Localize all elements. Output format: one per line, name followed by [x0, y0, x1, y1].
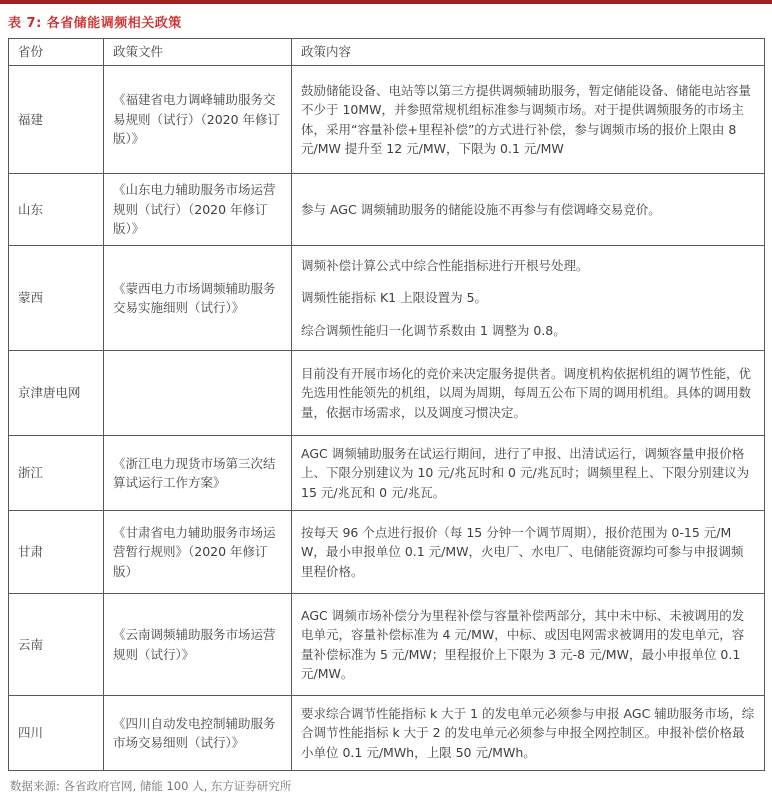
header-province: 省份: [9, 39, 104, 66]
table-header: [9, 39, 765, 66]
province-cell: 蒙西: [9, 246, 104, 351]
province-cell: 四川: [9, 696, 104, 771]
table-row: [9, 66, 765, 174]
policy-document-cell: 《浙江电力现货市场第三次结算试运行工作方案》: [104, 436, 292, 511]
policy-content-cell: [292, 594, 765, 696]
table-header-row: [9, 39, 765, 66]
province-cell: 浙江: [9, 436, 104, 511]
policy-content-paragraph: 调频补偿计算公式中综合性能指标进行开根号处理。: [301, 257, 589, 273]
policy-document-cell: 《四川自动发电控制辅助服务市场交易细则（试行）》: [104, 696, 292, 771]
policy-content-cell: [292, 174, 765, 246]
header-policy-document: 政策文件: [104, 39, 292, 66]
table-row: [9, 511, 765, 594]
table-body: [9, 66, 765, 771]
policy-document-cell: 《蒙西电力市场调频辅助服务交易实施细则（试行）》: [104, 246, 292, 351]
policy-document-cell: [104, 351, 292, 436]
table-row: [9, 174, 765, 246]
table-row: [9, 594, 765, 696]
policy-content-paragraph: 要求综合调节性能指标 k 大于 1 的发电单元必须参与申报 AGC 辅助服务市场，综合调节性能指标 k 大于 2 的发电单元必须参与申报全网控制区。申报补偿价格最小单位 0.1 元/MWh，上限 50 元/MWh。: [301, 705, 755, 760]
table-row: [9, 351, 765, 436]
header-policy-content: 政策内容: [292, 39, 765, 66]
policy-document-cell: 《云南调频辅助服务市场运营规则（试行）》: [104, 594, 292, 696]
data-source-note: 数据来源: 各省政府官网, 储能 100 人, 东方证券研究所: [10, 779, 292, 793]
policy-content-cell: [292, 246, 765, 351]
province-cell: 云南: [9, 594, 104, 696]
policy-content-paragraph: 按每天 96 个点进行报价（每 15 分钟一个调节周期），报价范围为 0-15 元/MW，最小申报单位 0.1 元/MW，火电厂、水电厂、电储能资源均可参与申报调频里程价格。: [301, 524, 744, 579]
policy-table: [8, 38, 765, 771]
province-cell: 福建: [9, 66, 104, 174]
policy-document-cell: 《福建省电力调峰辅助服务交易规则（试行）（2020 年修订版）》: [104, 66, 292, 174]
policy-content-paragraph: 调频性能指标 K1 上限设置为 5。: [301, 290, 488, 306]
policy-content-paragraph: 综合调频性能归一化调节系数由 1 调整为 0.8。: [301, 322, 566, 338]
province-cell: 甘肃: [9, 511, 104, 594]
policy-content-paragraph: 鼓励储能设备、电站等以第三方提供调频辅助服务，暂定储能设备、储能电站容量不少于 10MW，并参照常规机组标准参与调频市场。对于提供调频服务的市场主体，采用“容量补偿+里程补偿”的方式进行补偿，参与调频市场的报价上限由 8 元/MW 提升至 12 元/MW，下限为 0.1 元/MW: [301, 82, 752, 156]
policy-document-cell: 《甘肃省电力辅助服务市场运营暂行规则》（2020 年修订版）: [104, 511, 292, 594]
policy-content-cell: [292, 436, 765, 511]
table-row: [9, 246, 765, 351]
table-row: [9, 696, 765, 771]
policy-content-cell: [292, 696, 765, 771]
policy-document-cell: 《山东电力辅助服务市场运营规则（试行）（2020 年修订版）》: [104, 174, 292, 246]
table-row: [9, 436, 765, 511]
province-cell: 京津唐电网: [9, 351, 104, 436]
policy-content-cell: [292, 351, 765, 436]
policy-content-paragraph: AGC 调频市场补偿分为里程补偿与容量补偿两部分，其中未中标、未被调用的发电单元，容量补偿标准为 4 元/MW，中标、或因电网需求被调用的发电单元，容量补偿标准为 5 元/MW；里程报价上下限为 3 元-8 元/MW，最小申报单位 0.1 元/MW。: [301, 607, 745, 681]
province-cell: 山东: [9, 174, 104, 246]
policy-content-paragraph: 参与 AGC 调频辅助服务的储能设施不再参与有偿调峰交易竞价。: [301, 201, 661, 217]
policy-content-paragraph: AGC 调频辅助服务在试运行期间，进行了申报、出清试运行，调频容量申报价格上、下限分别建议为 10 元/兆瓦时和 0 元/兆瓦时；调频里程上、下限分别建议为 15 元/兆瓦和 0 元/兆瓦。: [301, 445, 750, 500]
policy-content-paragraph: 目前没有开展市场化的竞价来决定服务提供者。调度机构依据机组的调节性能，优先选用性能领先的机组，以周为周期，每周五公布下周的调用机组。具体的调用数量，依据市场需求，以及调度习惯决定。: [301, 365, 752, 420]
policy-content-cell: [292, 511, 765, 594]
policy-content-cell: [292, 66, 765, 174]
table-title: 表 7: 各省储能调频相关政策: [8, 16, 182, 31]
